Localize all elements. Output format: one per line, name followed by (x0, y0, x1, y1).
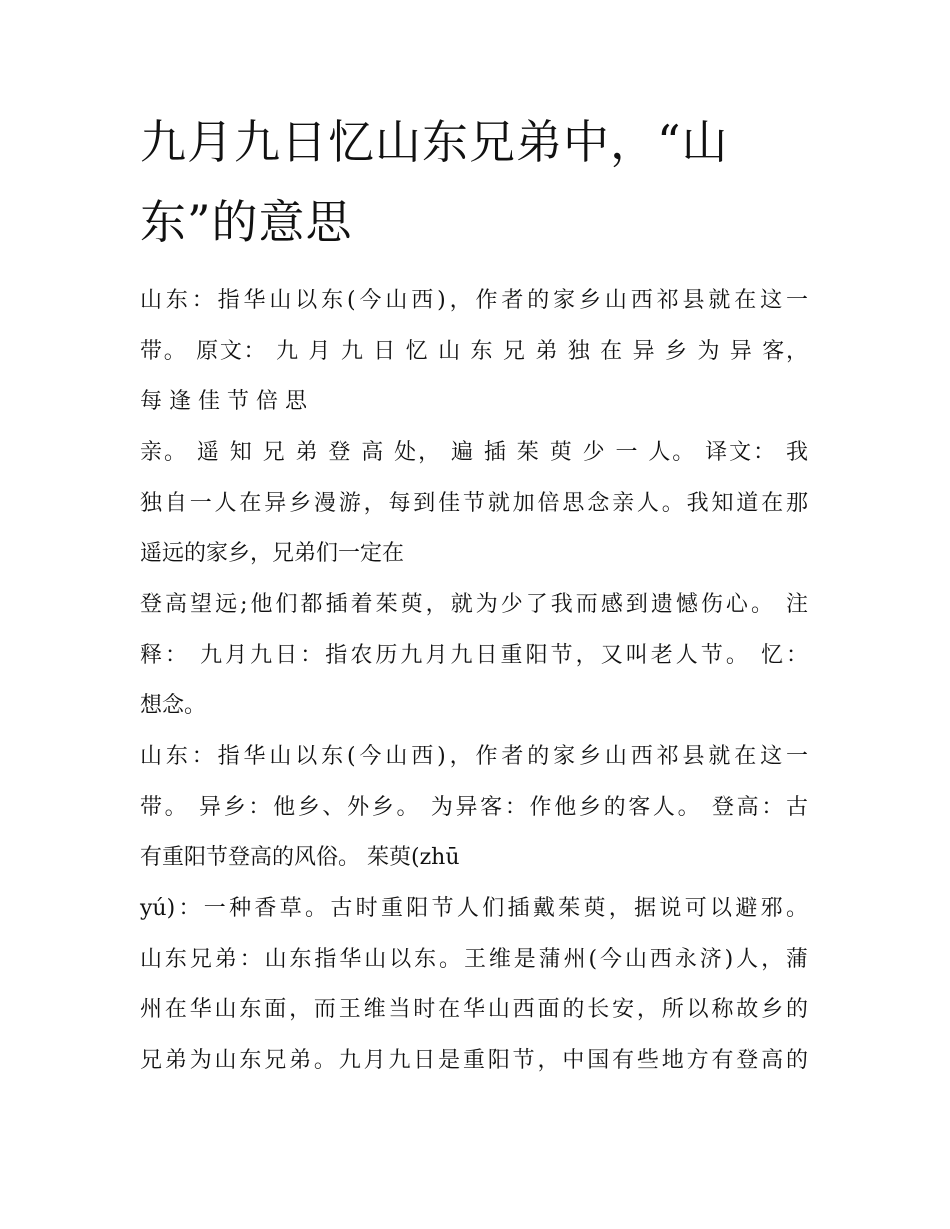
body-line: 兄弟为山东兄弟。九月九日是重阳节，中国有些地方有登高的 (140, 1048, 808, 1073)
body-line: 释： 九月九日：指农历九月九日重阳节，又叫老人节。 忆： (140, 643, 808, 668)
document-title-line-1: 九月九日忆山东兄弟中，“山 (140, 115, 729, 169)
body-line: yú)：一种香草。古时重阳节人们插戴茱萸，据说可以避邪。 (140, 896, 808, 921)
body-line: 带。 原文： 九 月 九 日 忆 山 东 兄 弟 独 在 异 乡 为 异 客， (140, 339, 808, 364)
body-line: 山东：指华山以东(今山西)，作者的家乡山西祁县就在这一 (140, 288, 808, 313)
body-line: 山东兄弟：山东指华山以东。王维是蒲州(今山西永济)人，蒲 (140, 947, 808, 972)
body-line: 有重阳节登高的风俗。 茱萸(zhū (140, 845, 460, 870)
body-line: 山东：指华山以东(今山西)，作者的家乡山西祁县就在这一 (140, 744, 808, 769)
body-line: 亲。 遥 知 兄 弟 登 高 处， 遍 插 茱 萸 少 一 人。 译文： 我 (140, 440, 808, 465)
body-line: 遥远的家乡，兄弟们一定在 (140, 541, 405, 566)
body-line: 登高望远;他们都插着茱萸，就为少了我而感到遗憾伤心。 注 (140, 592, 808, 617)
body-line: 每 逢 佳 节 倍 思 (140, 389, 307, 414)
document-title-line-2: 东”的意思 (140, 195, 353, 249)
body-line: 想念。 (140, 693, 207, 718)
body-line: 独自一人在异乡漫游，每到佳节就加倍思念亲人。我知道在那 (140, 491, 808, 516)
body-line: 州在华山东面，而王维当时在华山西面的长安，所以称故乡的 (140, 997, 808, 1022)
body-line: 带。 异乡：他乡、外乡。 为异客：作他乡的客人。 登高：古 (140, 795, 808, 820)
